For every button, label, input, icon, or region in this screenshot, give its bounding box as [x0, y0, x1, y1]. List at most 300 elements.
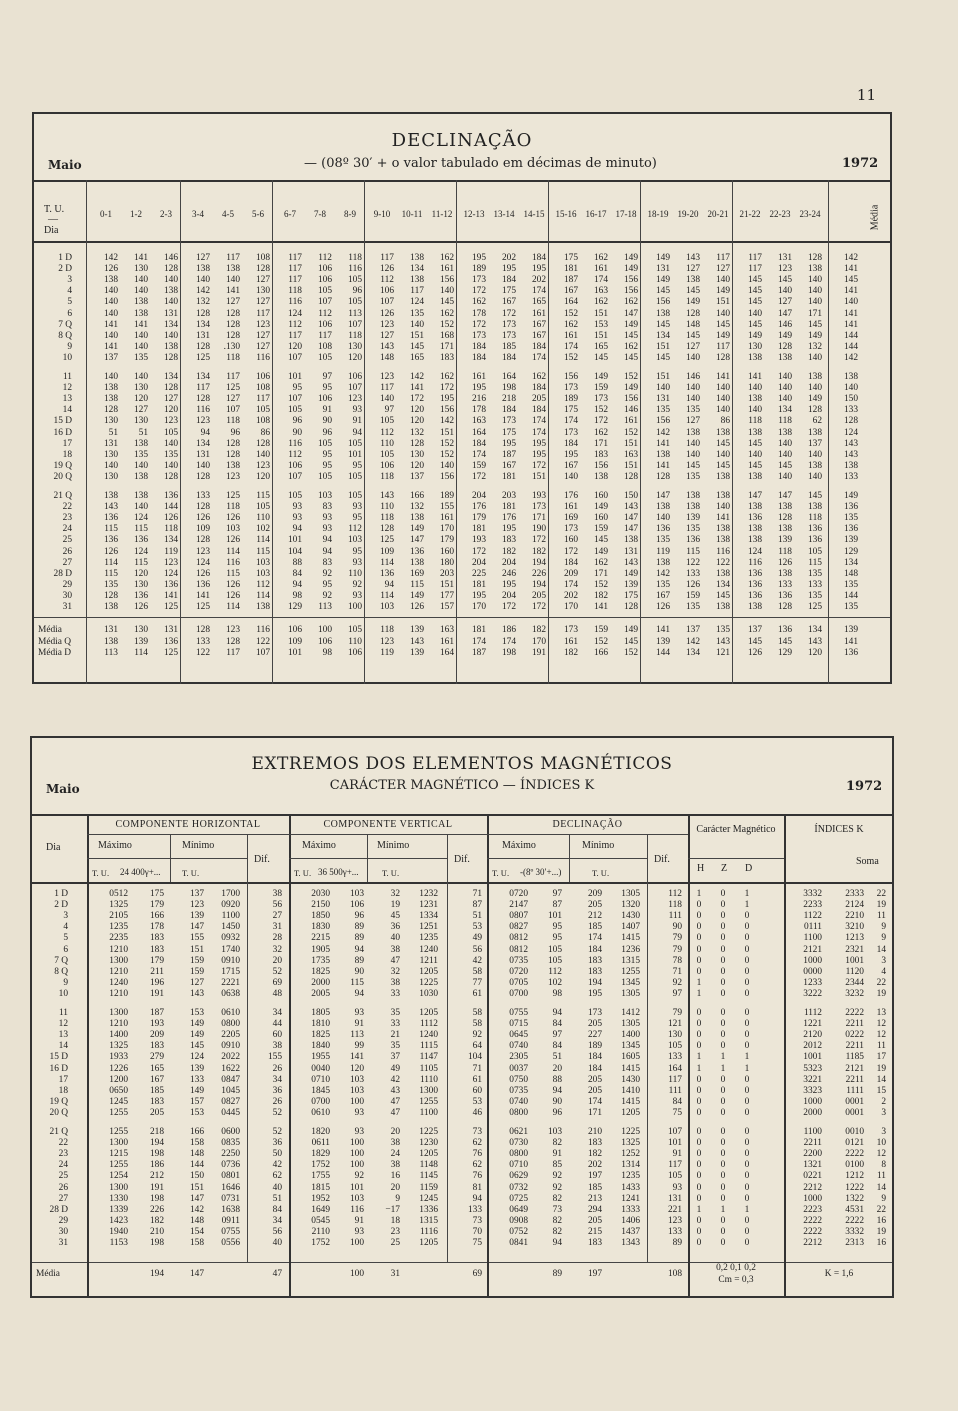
decl-value: 94 — [292, 579, 302, 590]
ext-value: 198 — [149, 1238, 164, 1248]
decl-value: 124 — [409, 297, 424, 308]
decl-value: 142 — [655, 427, 670, 438]
ext-value: 0 — [720, 911, 726, 922]
decl-value: 127 — [133, 405, 148, 416]
decl-value: 193 — [531, 491, 546, 501]
decl-value: 172 — [471, 471, 486, 482]
decl-value: 118 — [164, 524, 178, 535]
ext-value: 0 — [744, 1238, 750, 1248]
ext-value: 159 — [189, 966, 204, 977]
ext-value: 0911 — [221, 1215, 240, 1226]
ext-value: 1646 — [221, 1182, 240, 1193]
ext-value: 0 — [696, 955, 702, 966]
decl-value: 195 — [563, 449, 578, 460]
decl-value: 112 — [380, 275, 394, 286]
decl-value: 120 — [287, 341, 302, 352]
ext-value: 3210 — [845, 922, 864, 933]
decl-value: 204 — [471, 557, 486, 568]
decl-value: 140 — [777, 438, 792, 449]
ext-value: 0910 — [221, 955, 240, 966]
decl-value: 168 — [439, 330, 454, 341]
decl-value: 138 — [133, 308, 148, 319]
ext-value: 88 — [552, 1074, 562, 1085]
decl-media-value: 134 — [843, 557, 858, 568]
decl-value: 128 — [195, 394, 210, 405]
decl-value: 90 — [292, 427, 302, 438]
decl-value: 147 — [747, 491, 762, 501]
day-label: 23 — [62, 513, 72, 524]
decl-value: 147 — [655, 491, 670, 501]
decl-value: 118 — [226, 502, 240, 513]
ext-value: 209 — [587, 889, 602, 899]
decl-value: 145 — [439, 297, 454, 308]
decl-value: 140 — [777, 286, 792, 297]
decl-value: 136 — [163, 491, 178, 501]
ext-value: 0710 — [311, 1074, 330, 1085]
decl-value: 115 — [104, 524, 118, 535]
ext-value: 34 — [272, 1008, 282, 1018]
decl-value: 142 — [655, 568, 670, 579]
decl-value: 175 — [623, 590, 638, 601]
decl-media-value: 135 — [843, 602, 858, 612]
decl-value: 128 — [225, 308, 240, 319]
ext-value: 197 — [587, 1171, 602, 1182]
decl-value: 107 — [379, 297, 394, 308]
ext-value: 100 — [349, 1096, 364, 1107]
decl-value: 195 — [531, 449, 546, 460]
day-label: 7 Q — [54, 955, 68, 966]
decl-media-value: 144 — [843, 341, 858, 352]
ext-value: 0010 — [845, 1127, 864, 1137]
decl-value: 146 — [623, 405, 638, 416]
decl-value: 140 — [807, 383, 822, 394]
ext-value: 0 — [720, 1215, 726, 1226]
decl-value: 204 — [501, 590, 516, 601]
decl-value: 151 — [655, 341, 670, 352]
decl-value: 130 — [103, 471, 118, 482]
ext-value: 0725 — [509, 1193, 528, 1204]
ext-value: 2235 — [109, 933, 128, 944]
summary-value: 182 — [531, 625, 546, 635]
ext-value: 16 — [876, 1215, 886, 1226]
ext-value: 90 — [672, 922, 682, 933]
decl-value: 140 — [133, 286, 148, 297]
ext-value: 0801 — [221, 1171, 240, 1182]
ext-value: 4 — [881, 966, 886, 977]
ext-value: 2000 — [311, 977, 330, 988]
ext-value: 1415 — [621, 1063, 640, 1074]
decl-value: 123 — [163, 557, 178, 568]
decl-value: 151 — [439, 579, 454, 590]
decl-value: 156 — [563, 372, 578, 382]
ext-value: 2121 — [845, 1063, 864, 1074]
ext-value: 28 — [272, 933, 282, 944]
day-label: 10 — [62, 352, 72, 363]
ext-value: 111 — [668, 911, 682, 922]
ext-value: 9 — [395, 1193, 400, 1204]
day-label: 25 — [62, 535, 72, 546]
decl-value: 118 — [778, 546, 792, 557]
decl-value: 105 — [379, 416, 394, 427]
day-label: 14 — [58, 1041, 68, 1052]
ext-value: 1339 — [109, 1204, 128, 1215]
ext-value: 2233 — [803, 900, 822, 911]
ext-value: 100 — [349, 1160, 364, 1171]
ext-value: 22 — [876, 977, 886, 988]
ext-value: 0 — [720, 1238, 726, 1248]
decl-value: 118 — [288, 286, 302, 297]
decl-value: 128 — [655, 471, 670, 482]
decl-value: 174 — [531, 416, 546, 427]
decl-value: 246 — [501, 568, 516, 579]
ext-value: 17 — [876, 1052, 886, 1063]
ext-value: 2222 — [845, 1008, 864, 1018]
ext-value: 1412 — [621, 1008, 640, 1018]
summary-value: 187 — [471, 648, 486, 658]
ext-value: 0 — [720, 1030, 726, 1041]
ext-value: 0 — [744, 1160, 750, 1171]
summary-value: 143 — [409, 636, 424, 647]
ext-value: 5323 — [803, 1063, 822, 1074]
ext-value: 101 — [349, 1182, 364, 1193]
decl-value: 117 — [226, 372, 240, 382]
media-h-min: 147 — [189, 1269, 204, 1279]
summary-value: 164 — [439, 648, 454, 658]
day-label: 14 — [62, 405, 72, 416]
ext-value: 1334 — [419, 911, 438, 922]
ext-value: 84 — [552, 1019, 562, 1030]
ext-value: 1430 — [621, 1074, 640, 1085]
ext-value: 183 — [149, 1096, 164, 1107]
decl-value: 137 — [103, 352, 118, 363]
ext-value: 89 — [354, 933, 364, 944]
decl-value: 176 — [471, 502, 486, 513]
decl-value: 174 — [563, 341, 578, 352]
decl-value: 195 — [501, 579, 516, 590]
decl-value: 190 — [531, 524, 546, 535]
decl-value: 138 — [655, 557, 670, 568]
ext-value: 73 — [552, 1204, 562, 1215]
ext-value: 71 — [672, 966, 682, 977]
ext-value: 1321 — [803, 1160, 822, 1171]
decl-value: 204 — [471, 491, 486, 501]
decl-value: 142 — [103, 253, 118, 263]
decl-value: 101 — [287, 535, 302, 546]
decl-value: 138 — [163, 341, 178, 352]
ext-value: 2212 — [803, 1238, 822, 1248]
ext-value: 1205 — [419, 1008, 438, 1018]
decl-value: 145 — [593, 535, 608, 546]
decl-value: 105 — [287, 491, 302, 501]
ext-value: 85 — [552, 1160, 562, 1171]
decl-value: 125 — [225, 383, 240, 394]
decl-value: 138 — [409, 513, 424, 524]
ext-value: 79 — [672, 944, 682, 955]
decl-value: 145 — [777, 460, 792, 471]
decl-value: 181 — [501, 471, 516, 482]
summary-media-value: 136 — [843, 648, 858, 658]
decl-value: 136 — [807, 535, 822, 546]
h-base: 24 400γ+... — [120, 867, 161, 877]
ext-value: 103 — [349, 889, 364, 899]
ext-value: 32 — [390, 966, 400, 977]
decl-value: 120 — [347, 352, 362, 363]
decl-value: 131 — [163, 308, 178, 319]
summary-value: 145 — [623, 636, 638, 647]
ext-value: 218 — [149, 1127, 164, 1137]
ext-value: 14 — [876, 1182, 886, 1193]
ext-value: 113 — [350, 1030, 364, 1041]
decl-value: 149 — [655, 253, 670, 263]
summary-value: 191 — [531, 648, 546, 658]
decl-value: 103 — [225, 524, 240, 535]
ext-value: 48 — [272, 988, 282, 999]
ext-value: 93 — [354, 1107, 364, 1118]
ext-value: 36 — [272, 1085, 282, 1096]
ext-value: 167 — [149, 1074, 164, 1085]
decl-media-value: 141 — [843, 286, 858, 297]
decl-value: 151 — [593, 330, 608, 341]
decl-value: 105 — [317, 352, 332, 363]
decl-value: 103 — [379, 602, 394, 612]
day-label: 16 D — [53, 427, 72, 438]
ext-value: 1305 — [621, 1019, 640, 1030]
day-label: 25 — [58, 1171, 68, 1182]
decl-value: 138 — [747, 502, 762, 513]
summary-value: 121 — [715, 648, 730, 658]
ext-value: 2147 — [509, 900, 528, 911]
decl-value: 118 — [380, 471, 394, 482]
ext-value: 155 — [189, 933, 204, 944]
decl-value: 140 — [655, 383, 670, 394]
decl-value: 138 — [747, 427, 762, 438]
decl-media-value: 141 — [843, 308, 858, 319]
decl-media-value: 138 — [843, 372, 858, 382]
ext-value: 111 — [668, 1085, 682, 1096]
ext-value: 84 — [552, 1041, 562, 1052]
summary-value: 100 — [317, 625, 332, 635]
ext-value: 70 — [472, 1226, 482, 1237]
ext-value: 95 — [552, 922, 562, 933]
ext-value: 1300 — [109, 1182, 128, 1193]
decl-value: 130 — [133, 416, 148, 427]
ext-value: 1240 — [109, 977, 128, 988]
decl-value: 103 — [347, 535, 362, 546]
decl-value: 151 — [531, 471, 546, 482]
decl-value: 145 — [747, 460, 762, 471]
ext-value: 38 — [390, 1138, 400, 1149]
decl-value: 95 — [322, 579, 332, 590]
decl-value: 127 — [255, 297, 270, 308]
decl-value: 171 — [807, 308, 822, 319]
decl-value: 96 — [292, 416, 302, 427]
ext-value: 1752 — [311, 1160, 330, 1171]
decl-value: 135 — [685, 602, 700, 612]
ext-value: 56 — [272, 900, 282, 911]
decl-value: 184 — [471, 352, 486, 363]
ext-value: 1423 — [109, 1215, 128, 1226]
decl-value: 118 — [226, 416, 240, 427]
decl-value: 94 — [384, 579, 394, 590]
ext-value: 211 — [150, 966, 164, 977]
decl-value: 130 — [133, 383, 148, 394]
indices-header: ÍNDICES K — [814, 824, 864, 835]
ext-value: 0715 — [509, 1019, 528, 1030]
decl-value: 95 — [322, 449, 332, 460]
decl-value: 143 — [623, 557, 638, 568]
decl-value: 109 — [379, 546, 394, 557]
tu-label: T. U. — [44, 204, 65, 215]
decl-value: 149 — [623, 383, 638, 394]
decl-value: 93 — [352, 405, 362, 416]
ext-value: 101 — [667, 1138, 682, 1149]
ext-value: 145 — [189, 1041, 204, 1052]
decl-value: 145 — [409, 341, 424, 352]
decl-value: 135 — [163, 449, 178, 460]
day-label: 20 Q — [49, 1107, 68, 1118]
ext-value: 198 — [149, 1149, 164, 1160]
summary-label: Média D — [38, 648, 72, 658]
day-label: 15 D — [53, 416, 72, 427]
decl-value: 93 — [352, 502, 362, 513]
ext-value: 2333 — [845, 889, 864, 899]
decl-value: 140 — [163, 438, 178, 449]
ext-value: 2215 — [311, 933, 330, 944]
decl-value: 133 — [195, 491, 210, 501]
decl-value: 172 — [471, 286, 486, 297]
decl-value: 138 — [777, 524, 792, 535]
decl-value: 140 — [163, 330, 178, 341]
day-label: 6 — [67, 308, 72, 319]
decl-value: 130 — [103, 416, 118, 427]
decl-value: 94 — [322, 535, 332, 546]
decl-value: 138 — [777, 568, 792, 579]
summary-value: 125 — [163, 648, 178, 658]
ext-value: 40 — [272, 1238, 282, 1248]
decl-value: 115 — [226, 568, 240, 579]
decl-value: 125 — [195, 602, 210, 612]
ext-value: 0 — [720, 944, 726, 955]
ext-value: 61 — [472, 988, 482, 999]
ext-value: 77 — [472, 977, 482, 988]
summary-value: 139 — [409, 648, 424, 658]
decl-value: 138 — [133, 297, 148, 308]
decl-value: 105 — [347, 275, 362, 286]
ext-value: 0 — [720, 1127, 726, 1137]
ext-value: 1415 — [621, 933, 640, 944]
ext-value: 0735 — [509, 955, 528, 966]
day-label: 1 D — [54, 889, 68, 899]
summary-value: 144 — [655, 648, 670, 658]
decl-value: 138 — [715, 524, 730, 535]
decl-value: 156 — [655, 297, 670, 308]
ext-value: 91 — [672, 1149, 682, 1160]
ext-value: 0740 — [509, 1041, 528, 1052]
ext-value: 1232 — [419, 889, 438, 899]
ext-value: 137 — [189, 889, 204, 899]
ext-value: 0222 — [845, 1030, 864, 1041]
decl-value: 145 — [715, 438, 730, 449]
ext-value: 133 — [667, 1226, 682, 1237]
decl-value: 141 — [747, 372, 762, 382]
decl-value: 116 — [348, 264, 362, 275]
ext-value: 0 — [696, 1041, 702, 1052]
ext-value: 1210 — [109, 1019, 128, 1030]
decl-value: 125 — [379, 535, 394, 546]
declinacao-table — [32, 112, 892, 684]
decl-value: 136 — [133, 535, 148, 546]
ext-value: 84 — [272, 1204, 282, 1215]
hour-header: 23-24 — [799, 209, 821, 219]
decl-value: 126 — [379, 264, 394, 275]
summary-value: 126 — [747, 648, 762, 658]
decl-value: 140 — [747, 383, 762, 394]
decl-value: 147 — [409, 535, 424, 546]
ext-value: 139 — [189, 1063, 204, 1074]
decl-value: 184 — [563, 557, 578, 568]
decl-value: 126 — [379, 308, 394, 319]
ext-value: 0 — [696, 911, 702, 922]
ext-value: 1254 — [109, 1171, 128, 1182]
decl-value: 62 — [812, 416, 822, 427]
decl-value: 173 — [531, 502, 546, 513]
ext-value: 1735 — [311, 955, 330, 966]
decl-value: 119 — [656, 546, 670, 557]
decl-value: 92 — [322, 590, 332, 601]
decl-value: 161 — [439, 264, 454, 275]
ext-value: 182 — [149, 1215, 164, 1226]
decl-media-value: 138 — [843, 460, 858, 471]
decl-value: 140 — [439, 460, 454, 471]
decl-value: 167 — [531, 330, 546, 341]
decl-value: 100 — [347, 602, 362, 612]
summary-value: 129 — [777, 648, 792, 658]
decl-value: 105 — [347, 491, 362, 501]
decl-media-value: 124 — [843, 427, 858, 438]
decl-value: 118 — [226, 352, 240, 363]
day-label: 20 Q — [53, 471, 72, 482]
ext-value: 151 — [189, 1182, 204, 1193]
decl-value: 112 — [256, 579, 270, 590]
ext-value: 2222 — [803, 1226, 822, 1237]
decl-value: 140 — [255, 449, 270, 460]
decl-media-value: 149 — [843, 491, 858, 501]
decl-value: 93 — [292, 502, 302, 513]
decl-value: 130 — [133, 264, 148, 275]
ext-value: 0841 — [509, 1238, 528, 1248]
decl-value: 135 — [685, 405, 700, 416]
ext-value: 1345 — [621, 977, 640, 988]
ext-value: 194 — [149, 1138, 164, 1149]
declinacao-month: Maio — [48, 158, 82, 172]
ext-value: 3323 — [803, 1085, 822, 1096]
decl-value: 128 — [623, 471, 638, 482]
ext-value: 205 — [587, 1074, 602, 1085]
ext-value: 105 — [547, 944, 562, 955]
ext-value: 73 — [472, 1127, 482, 1137]
decl-value: 145 — [747, 297, 762, 308]
decl-value: 115 — [808, 557, 822, 568]
ext-value: 0755 — [509, 1008, 528, 1018]
decl-value: 93 — [352, 590, 362, 601]
ext-value: 105 — [667, 1041, 682, 1052]
ext-value: 0 — [696, 1096, 702, 1107]
summary-value: 149 — [623, 625, 638, 635]
decl-value: 125 — [807, 602, 822, 612]
decl-value: 105 — [255, 502, 270, 513]
decl-value: 123 — [163, 416, 178, 427]
decl-value: 173 — [563, 427, 578, 438]
